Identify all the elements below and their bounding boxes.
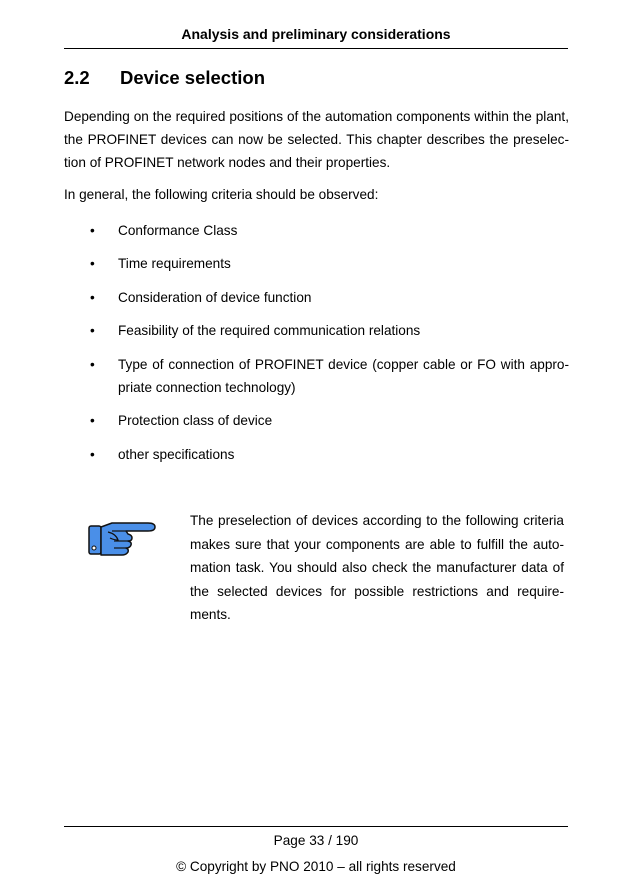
bullet-icon: • xyxy=(90,223,95,238)
running-header: Analysis and preliminary considerations xyxy=(181,26,451,42)
header-divider xyxy=(64,48,568,49)
intro-paragraph xyxy=(64,105,569,174)
list-item-text: priate connection technology) xyxy=(118,380,296,395)
list-item-text: Type of connection of PROFINET device (copper cable or FO with appro- xyxy=(118,357,569,372)
list-item-text: Feasibility of the required communication relations xyxy=(118,323,421,338)
criteria-intro xyxy=(64,183,569,206)
intro-line: the PROFINET devices can now be selected. This chapter describes the preselec- xyxy=(64,132,569,147)
note-line: ments. xyxy=(190,607,231,622)
page-number: Page 33 / 190 xyxy=(273,833,359,848)
note-line: the selected devices for possible restrictions and require- xyxy=(190,583,564,599)
list-item-text: Conformance Class xyxy=(118,223,238,238)
footer-divider xyxy=(64,826,568,827)
list-item-text: other specifications xyxy=(118,447,235,462)
section-title: Device selection xyxy=(120,67,265,88)
note-line: makes sure that your components are able to fulfill the auto- xyxy=(190,536,564,552)
bullet-icon: • xyxy=(90,290,95,305)
bullet-icon: • xyxy=(90,256,95,271)
note-box xyxy=(190,509,564,627)
list-item-text: Time requirements xyxy=(118,256,231,271)
note-line: The preselection of devices according to the following criteria xyxy=(190,513,564,528)
bullet-icon: • xyxy=(90,323,95,338)
intro-line: tion of PROFINET network nodes and their properties. xyxy=(64,155,391,170)
pointing-hand-icon xyxy=(88,518,158,558)
copyright-notice: © Copyright by PNO 2010 – all rights reserved xyxy=(176,859,456,874)
list-item-text: Protection class of device xyxy=(118,413,273,428)
section-number: 2.2 xyxy=(64,67,90,88)
bullet-icon: • xyxy=(90,447,95,462)
criteria-intro-text: In general, the following criteria should be observed: xyxy=(64,187,379,202)
bullet-icon: • xyxy=(90,357,95,372)
bullet-icon: • xyxy=(90,413,95,428)
note-line: mation task. You should also check the manufacturer data of xyxy=(190,560,564,575)
list-item-text: Consideration of device function xyxy=(118,290,312,305)
intro-line: Depending on the required positions of the automation components within the plant, xyxy=(64,109,569,124)
